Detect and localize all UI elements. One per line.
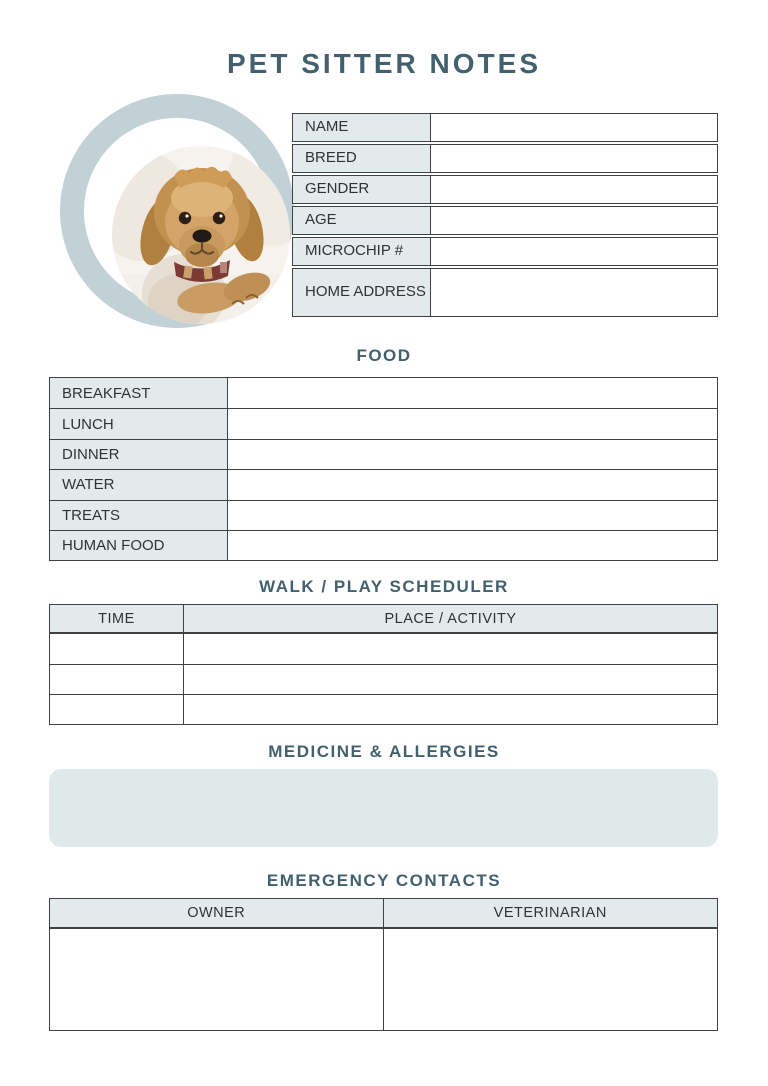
pet-info-row-home-address xyxy=(292,268,718,317)
contacts-body-row xyxy=(50,929,717,1030)
pet-info-row-microchip xyxy=(292,237,718,266)
pet-info-row-breed xyxy=(292,144,718,173)
owner-contact-cell[interactable] xyxy=(50,929,384,1030)
home-address-label: HOME ADDRESS xyxy=(293,269,431,316)
veterinarian-contact-cell[interactable] xyxy=(384,929,718,1030)
scheduler-header-row xyxy=(50,605,717,634)
pet-photo xyxy=(112,146,290,324)
dinner-label: DINNER xyxy=(50,440,228,469)
dinner-value-cell[interactable] xyxy=(228,440,717,469)
water-value-cell[interactable] xyxy=(228,470,717,499)
lunch-value-cell[interactable] xyxy=(228,409,717,438)
scheduler-row-3 xyxy=(50,694,717,724)
pet-photo-inner-ring xyxy=(84,118,270,304)
breakfast-label: BREAKFAST xyxy=(50,378,228,408)
contacts-table xyxy=(49,898,718,1031)
treats-label: TREATS xyxy=(50,501,228,530)
treats-value-cell[interactable] xyxy=(228,501,717,530)
medicine-notes-box[interactable] xyxy=(49,769,718,847)
pet-info-row-age xyxy=(292,206,718,235)
microchip-value-cell[interactable] xyxy=(431,238,717,265)
pet-photo-ring xyxy=(60,94,294,328)
age-value-cell[interactable] xyxy=(431,207,717,234)
food-row-human-food xyxy=(50,530,717,560)
scheduler-table xyxy=(49,604,718,725)
activity-cell-1[interactable] xyxy=(184,634,717,664)
breed-label: BREED xyxy=(293,145,431,172)
scheduler-row-2 xyxy=(50,664,717,694)
name-label: NAME xyxy=(293,114,431,141)
gender-label: GENDER xyxy=(293,176,431,203)
veterinarian-column-header: VETERINARIAN xyxy=(493,904,607,921)
age-label: AGE xyxy=(293,207,431,234)
human-food-value-cell[interactable] xyxy=(228,531,717,560)
breed-value-cell[interactable] xyxy=(431,145,717,172)
water-label: WATER xyxy=(50,470,228,499)
medicine-section-title: MEDICINE & ALLERGIES xyxy=(268,742,500,761)
breakfast-value-cell[interactable] xyxy=(228,378,717,408)
scheduler-body xyxy=(50,634,717,724)
owner-column-header: OWNER xyxy=(50,899,384,927)
lunch-label: LUNCH xyxy=(50,409,228,438)
human-food-label: HUMAN FOOD xyxy=(50,531,228,560)
activity-cell-3[interactable] xyxy=(184,695,717,724)
scheduler-section-title: WALK / PLAY SCHEDULER xyxy=(259,577,509,596)
activity-cell-2[interactable] xyxy=(184,665,717,694)
dog-photo-illustration xyxy=(112,146,290,324)
microchip-label: MICROCHIP # xyxy=(293,238,431,265)
home-address-value-cell[interactable] xyxy=(431,269,717,316)
time-cell-2[interactable] xyxy=(50,665,184,694)
page-title: PET SITTER NOTES xyxy=(226,48,542,79)
food-table xyxy=(49,377,718,561)
food-row-water xyxy=(50,469,717,499)
contacts-header-row xyxy=(50,899,717,929)
pet-info-row-name xyxy=(292,113,718,142)
time-cell-1[interactable] xyxy=(50,634,184,664)
pet-info-row-gender xyxy=(292,175,718,204)
food-section-title: FOOD xyxy=(356,346,412,365)
food-row-breakfast xyxy=(50,378,717,408)
gender-value-cell[interactable] xyxy=(431,176,717,203)
scheduler-row-1 xyxy=(50,634,717,664)
place-activity-column-header: PLACE / ACTIVITY xyxy=(384,610,517,627)
food-row-treats xyxy=(50,500,717,530)
time-cell-3[interactable] xyxy=(50,695,184,724)
contacts-section-title: EMERGENCY CONTACTS xyxy=(266,871,502,890)
time-column-header: TIME xyxy=(50,605,184,632)
name-value-cell[interactable] xyxy=(431,114,717,141)
food-row-lunch xyxy=(50,408,717,438)
food-row-dinner xyxy=(50,439,717,469)
